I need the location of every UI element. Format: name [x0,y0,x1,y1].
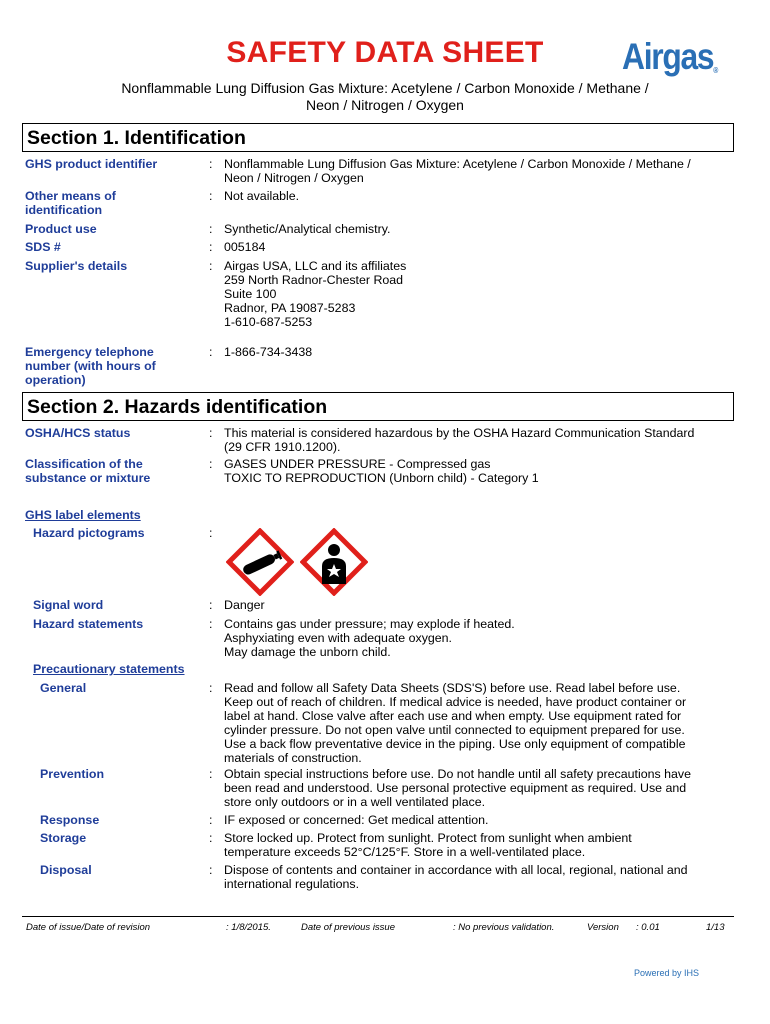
value-line: IF exposed or concerned: Get medical attention. [224,813,489,827]
value-line: temperature exceeds 52°C/125°F. Store in a well-ventilated place. [224,845,586,859]
value-line: Neon / Nitrogen / Oxygen [224,171,364,185]
section-2-heading: Section 2. Hazards identification [22,392,734,421]
value-line: materials of construction. [224,751,362,765]
row-label [25,259,200,273]
subtitle-line-2: Neon / Nitrogen / Oxygen [306,97,464,113]
row-label [25,345,200,387]
colon: : [209,526,213,540]
label-line: Response [40,813,100,827]
subtitle-line-1: Nonflammable Lung Diffusion Gas Mixture: Acetylene / Carbon Monoxide / Methane / [121,80,649,96]
row-label [33,526,208,540]
value-line: Obtain special instructions before use. Do not handle until all safety precautions have [224,767,691,781]
row-value [224,259,724,329]
label-line: Prevention [40,767,105,781]
row-value [224,831,724,859]
colon: : [209,426,213,440]
row-label [25,222,200,236]
row-label [33,617,208,631]
value-line: Contains gas under pressure; may explode if heated. [224,617,515,631]
value-line: Synthetic/Analytical chemistry. [224,222,391,236]
label-line: Supplier's details [25,259,128,273]
value-line: Dispose of contents and container in accordance with all local, regional, national and [224,863,688,877]
colon: : [209,681,213,695]
value-line: Danger [224,598,265,612]
value-line: Keep out of reach of children. If medical advice is needed, have product container or [224,695,687,709]
label-line: SDS # [25,240,61,254]
label-line: Other means of [25,189,116,203]
value-line: 005184 [224,240,266,254]
row-label [40,863,215,877]
value-line: 1-866-734-3438 [224,345,313,359]
value-line: Suite 100 [224,287,277,301]
label-line: Storage [40,831,87,845]
label-line: operation) [25,373,86,387]
row-value [224,813,724,827]
row-label [40,813,215,827]
value-line: been read and understood. Use personal protective equipment as required. Use and [224,781,687,795]
colon: : [209,222,213,236]
row-label [25,157,200,171]
value-line: Asphyxiating even with adequate oxygen. [224,631,453,645]
label-line: Product use [25,222,97,236]
colon: : [209,813,213,827]
label-line: Hazard pictograms [33,526,145,540]
row-label [25,189,200,217]
value-line: 259 North Radnor-Chester Road [224,273,404,287]
row-value [224,189,724,203]
document-title: SAFETY DATA SHEET [226,36,544,69]
colon: : [209,457,213,471]
label-line: Emergency telephone [25,345,154,359]
value-line: Use a back flow preventative device in the piping. Use only equipment of compatible [224,737,686,751]
logo-text: Airgas [622,36,714,77]
colon: : [209,617,213,631]
row-value [224,767,724,809]
footer-divider [22,916,734,917]
footer-version-value: : 0.01 [636,922,660,933]
colon: : [209,259,213,273]
value-line: May damage the unborn child. [224,645,391,659]
row-value [224,345,724,359]
value-line: Read and follow all Safety Data Sheets (SDS'S) before use. Read label before use. [224,681,681,695]
footer-date-value: : 1/8/2015. [226,922,271,933]
value-line: GASES UNDER PRESSURE - Compressed gas [224,457,491,471]
label-line: Disposal [40,863,92,877]
label-line: Classification of the [25,457,143,471]
precautionary-statements-heading: Precautionary statements [33,662,185,676]
value-line: Not available. [224,189,300,203]
row-value [224,681,724,765]
row-value [224,457,724,485]
label-line: number (with hours of [25,359,156,373]
row-value [224,617,724,659]
value-line: international regulations. [224,877,360,891]
value-line: Radnor, PA 19087-5283 [224,301,356,315]
gas-cylinder-icon [226,528,294,596]
colon: : [209,189,213,203]
colon: : [209,767,213,781]
section-1-heading: Section 1. Identification [22,123,734,152]
colon: : [209,240,213,254]
row-value [224,863,724,891]
value-line: cylinder pressure. Do not open valve until connected to equipment prepared for use. [224,723,685,737]
row-value [224,222,724,236]
row-label [25,240,200,254]
value-line: store only outdoors or in a well ventilated place. [224,795,486,809]
row-value [224,598,724,612]
label-line: substance or mixture [25,471,151,485]
footer-prev-value: : No previous validation. [453,922,555,933]
value-line: Nonflammable Lung Diffusion Gas Mixture: Acetylene / Carbon Monoxide / Methane / [224,157,691,171]
colon: : [209,863,213,877]
colon: : [209,157,213,171]
row-value [224,157,724,185]
value-line: 1-610-687-5253 [224,315,313,329]
row-label [25,426,200,440]
footer-prev-label: Date of previous issue [301,922,395,933]
label-line: Hazard statements [33,617,144,631]
ghs-label-elements-heading: GHS label elements [25,508,141,522]
label-line: Signal word [33,598,104,612]
colon: : [209,831,213,845]
label-line: GHS product identifier [25,157,158,171]
footer-version-label: Version [587,922,619,933]
health-hazard-icon [300,528,368,596]
product-subtitle [0,80,770,114]
row-value [224,426,724,454]
label-line: OSHA/HCS status [25,426,131,440]
value-line: TOXIC TO REPRODUCTION (Unborn child) - Category 1 [224,471,539,485]
row-label [25,457,200,485]
label-line: General [40,681,87,695]
row-label [40,767,215,781]
label-line: identification [25,203,103,217]
airgas-logo [622,36,718,78]
value-line: Store locked up. Protect from sunlight. Protect from sunlight when ambient [224,831,632,845]
row-label [33,598,208,612]
row-label [40,681,215,695]
row-value [224,240,724,254]
value-line: Airgas USA, LLC and its affiliates [224,259,407,273]
colon: : [209,598,213,612]
footer-page-number: 1/13 [706,922,725,933]
logo-registered-mark: ® [713,66,719,75]
colon: : [209,345,213,359]
value-line: (29 CFR 1910.1200). [224,440,341,454]
value-line: This material is considered hazardous by the OSHA Hazard Communication Standard [224,426,695,440]
footer-date-label: Date of issue/Date of revision [26,922,151,933]
row-label [40,831,215,845]
powered-by: Powered by IHS [634,968,700,978]
value-line: label at hand. Close valve after each use and when empty. Use equipment rated for [224,709,682,723]
